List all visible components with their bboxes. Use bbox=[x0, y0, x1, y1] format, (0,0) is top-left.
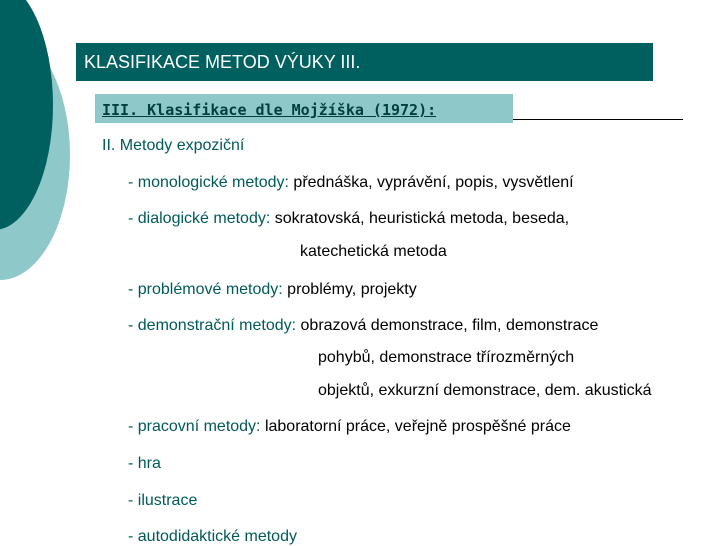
item-term: - autodidaktické metody bbox=[128, 528, 297, 545]
item-text: pohybů, demonstrace třírozměrných bbox=[318, 349, 575, 366]
item-term: - monologické metody: bbox=[128, 174, 289, 191]
subtitle-underline-rule bbox=[513, 119, 683, 120]
list-item-monologicke bbox=[128, 174, 574, 192]
list-item-autodidakticke bbox=[128, 528, 297, 546]
item-text: objektů, exkurzní demonstrace, dem. akustická bbox=[318, 382, 652, 399]
item-term: - ilustrace bbox=[128, 492, 198, 509]
list-item-hra bbox=[128, 455, 161, 473]
item-term: - problémové metody: bbox=[128, 281, 283, 298]
section-heading: II. Metody expoziční bbox=[102, 137, 245, 154]
list-item-dialogicke bbox=[128, 210, 569, 228]
item-text: laboratorní práce, veřejně prospěšné práce bbox=[260, 418, 571, 435]
list-item-demonstracni bbox=[128, 317, 598, 335]
list-item-pracovni bbox=[128, 418, 571, 436]
item-term: - pracovní metody: bbox=[128, 418, 261, 435]
item-text: obrazová demonstrace, film, demonstrace bbox=[296, 317, 599, 334]
list-item-continuation bbox=[318, 349, 574, 367]
item-term: - dialogické metody: bbox=[128, 210, 271, 227]
list-item-ilustrace bbox=[128, 492, 197, 510]
item-text: přednáška, vyprávění, popis, vysvětlení bbox=[288, 174, 574, 191]
slide-subtitle: III. Klasifikace dle Mojžíška (1972): bbox=[95, 94, 513, 123]
slide-title: KLASIFIKACE METOD VÝUKY III. bbox=[76, 43, 653, 81]
list-item-continuation bbox=[318, 382, 652, 400]
item-term: - demonstrační metody: bbox=[128, 317, 297, 334]
list-item-problemove bbox=[128, 281, 417, 299]
item-text: sokratovská, heuristická metoda, beseda, bbox=[270, 210, 570, 227]
item-term: - hra bbox=[128, 455, 161, 472]
list-item-continuation bbox=[300, 243, 447, 261]
item-text: problémy, projekty bbox=[282, 281, 417, 298]
item-text: katechetická metoda bbox=[300, 243, 447, 260]
